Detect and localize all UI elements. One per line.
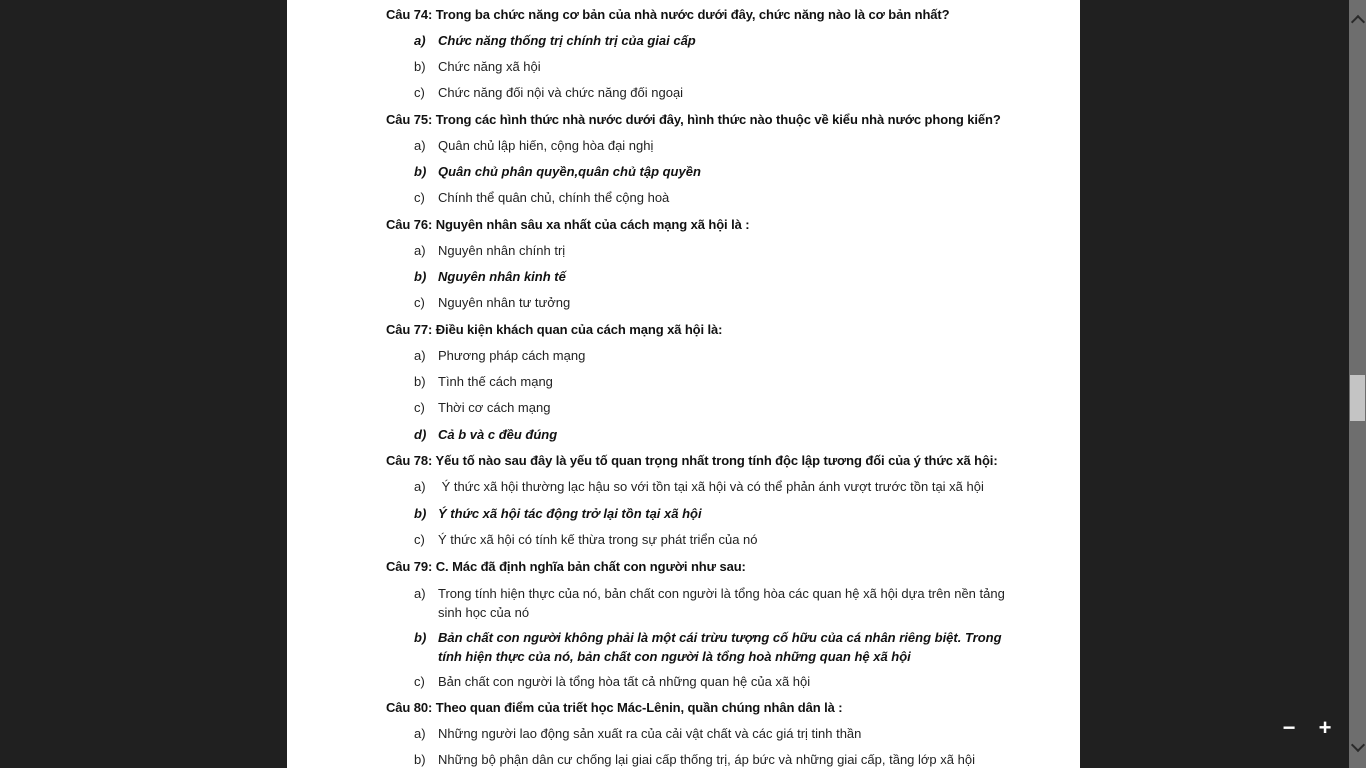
option-b: [414, 374, 553, 389]
question-title: Câu 77: Điều kiện khách quan của cách mạng xã hội là:: [386, 322, 723, 337]
option-c: [414, 532, 758, 547]
option-label: b): [414, 506, 427, 521]
question-title: Câu 80: Theo quan điểm của triết học Mác-Lênin, quần chúng nhân dân là :: [386, 700, 843, 715]
option-label: b): [414, 374, 426, 389]
option-text: Chính thể quân chủ, chính thể cộng hoà: [438, 190, 670, 205]
option-label: a): [414, 348, 426, 363]
option-label: b): [414, 59, 426, 74]
option-label: c): [414, 674, 425, 689]
option-b: [414, 752, 975, 767]
option-text: Phương pháp cách mạng: [438, 348, 586, 363]
zoom-in-button[interactable]: +: [1318, 715, 1332, 740]
option-text: Ý thức xã hội thường lạc hậu so với tồn tại xã hội và có thể phản ánh vượt trước tồn tại xã hội: [438, 479, 984, 494]
option-a: [414, 584, 1014, 622]
option-label: a): [414, 33, 426, 48]
option-a: [414, 726, 861, 741]
option-c: [414, 400, 550, 415]
document-page: [287, 0, 1080, 768]
option-b: [414, 506, 702, 521]
option-label: c): [414, 400, 425, 415]
option-a: [414, 243, 565, 258]
option-c: [414, 674, 810, 689]
question-title: Câu 79: C. Mác đã định nghĩa bản chất con người như sau:: [386, 559, 746, 574]
option-label: c): [414, 85, 425, 100]
vertical-scrollbar[interactable]: [1349, 0, 1366, 768]
option-c: [414, 85, 683, 100]
option-c: [414, 190, 669, 205]
option-label: c): [414, 295, 425, 310]
option-label: a): [414, 726, 426, 741]
option-text: Quân chủ lập hiến, cộng hòa đại nghị: [438, 138, 654, 153]
question-title: Câu 76: Nguyên nhân sâu xa nhất của cách mạng xã hội là :: [386, 217, 750, 232]
option-label: d): [414, 427, 427, 442]
option-a: [414, 479, 984, 494]
option-text: Nguyên nhân kinh tế: [438, 269, 566, 284]
chevron-down-icon: [1350, 738, 1364, 752]
option-text: Nguyên nhân chính trị: [438, 243, 566, 258]
option-a: [414, 138, 653, 153]
option-b: [414, 164, 701, 179]
scroll-down-button[interactable]: [1349, 738, 1366, 755]
option-b: [414, 628, 1014, 666]
question-title: Câu 75: Trong các hình thức nhà nước dưới đây, hình thức nào thuộc về kiểu nhà nước phong kiến?: [386, 112, 1001, 127]
option-label: a): [414, 243, 426, 258]
option-a: [414, 348, 585, 363]
option-text: Ý thức xã hội tác động trở lại tồn tại xã hội: [438, 506, 702, 521]
option-text: Ý thức xã hội có tính kế thừa trong sự phát triển của nó: [438, 532, 758, 547]
option-text: Quân chủ phân quyền,quân chủ tập quyền: [438, 164, 701, 179]
option-label: b): [414, 630, 427, 645]
option-text: Chức năng thống trị chính trị của giai cấp: [438, 33, 696, 48]
option-a: [414, 33, 696, 48]
question-title: Câu 78: Yếu tố nào sau đây là yếu tố quan trọng nhất trong tính độc lập tương đối của ý thức xã hội:: [386, 453, 998, 468]
option-text: Những bộ phận dân cư chống lại giai cấp thống trị, áp bức và những giai cấp, tầng lớp xã hội: [438, 752, 975, 767]
option-text: Bản chất con người không phải là một cái trừu tượng cố hữu của cá nhân riêng biệt. Trong tính hiện thực của nó, bản chất con người là tổng hoà những quan hệ xã hội: [438, 630, 1002, 664]
option-text: Chức năng đối nội và chức năng đối ngoại: [438, 85, 684, 100]
option-text: Chức năng xã hội: [438, 59, 541, 74]
option-label: b): [414, 269, 427, 284]
option-text: Thời cơ cách mạng: [438, 400, 551, 415]
option-label: a): [414, 586, 426, 601]
option-text: Nguyên nhân tư tưởng: [438, 295, 571, 310]
option-label: c): [414, 532, 425, 547]
zoom-out-button[interactable]: −: [1282, 715, 1296, 740]
option-label: b): [414, 164, 427, 179]
option-text: Cả b và c đều đúng: [438, 427, 558, 442]
chevron-up-icon: [1350, 15, 1364, 29]
option-label: c): [414, 190, 425, 205]
option-text: Bản chất con người là tổng hòa tất cả những quan hệ của xã hội: [438, 674, 811, 689]
option-d: [414, 427, 557, 442]
option-label: a): [414, 138, 426, 153]
scroll-up-button[interactable]: [1349, 12, 1366, 29]
option-label: a): [414, 479, 426, 494]
option-text: Những người lao động sản xuất ra của cải vật chất và các giá trị tinh thần: [438, 726, 862, 741]
scrollbar-thumb[interactable]: [1350, 375, 1365, 421]
option-c: [414, 295, 570, 310]
option-text: Trong tính hiện thực của nó, bản chất con người là tổng hòa các quan hệ xã hội dựa trên nền tảng sinh học của nó: [438, 586, 1005, 620]
option-text: Tình thế cách mạng: [438, 374, 553, 389]
option-b: [414, 269, 566, 284]
question-title: Câu 74: Trong ba chức năng cơ bản của nhà nước dưới đây, chức năng nào là cơ bản nhất?: [386, 7, 950, 22]
option-label: b): [414, 752, 426, 767]
option-b: [414, 59, 541, 74]
